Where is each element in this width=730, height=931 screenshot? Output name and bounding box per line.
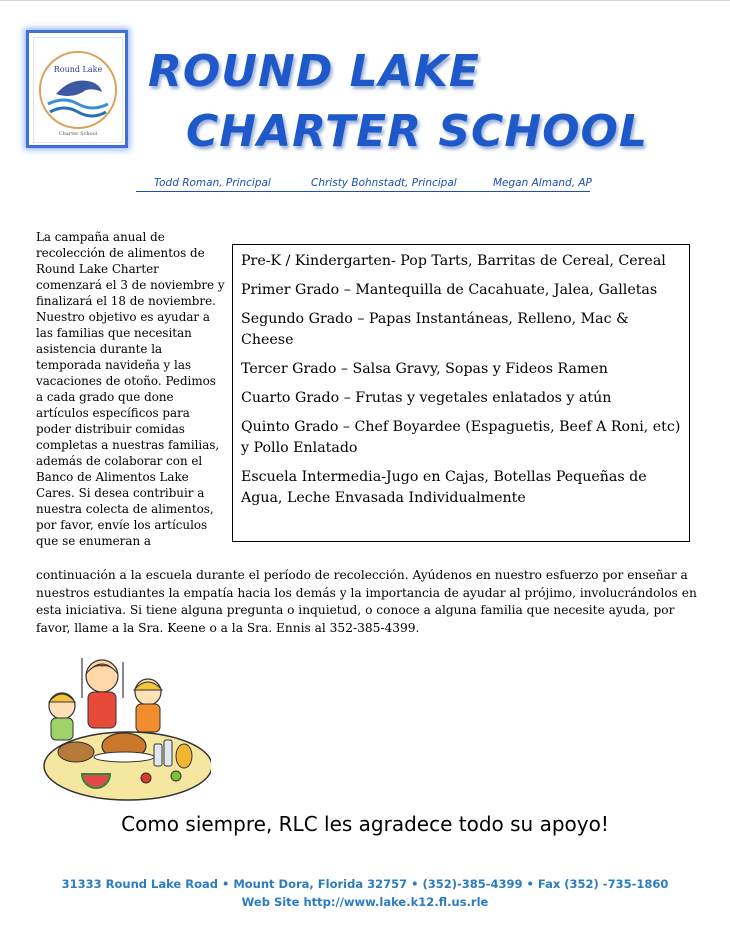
grade-item-fifth: Quinto Grado – Chef Boyardee (Espaguetis, Beef A Roni, etc) y Pollo Enlatado [241,419,681,456]
staff-principal-2: Christy Bohnstadt, Principal [311,177,457,189]
footer-website: Web Site http://www.lake.k12.fl.us.rle [241,895,489,909]
grade-item-middle-school: Escuela Intermedia-Jugo en Cajas, Botellas Pequeñas de Agua, Leche Envasada Individualmente [241,469,647,506]
logo-inner-frame [33,37,123,143]
staff-principal-1: Todd Roman, Principal [154,177,271,189]
school-logo [26,30,128,148]
thanks-message: Como siempre, RLC les agradece todo su apoyo! [121,812,609,836]
school-title-line1: ROUND LAKE [148,46,480,97]
staff-line [136,177,590,192]
top-rule [0,0,730,1]
grade-item-third: Tercer Grado – Salsa Gravy, Sopas y Fideos Ramen [241,361,608,377]
school-title-line2: CHARTER SCHOOL [186,106,648,157]
grade-item-prek: Pre-K / Kindergarten- Pop Tarts, Barritas de Cereal, Cereal [241,253,666,269]
logo-text-bottom: Charter School [58,131,98,137]
footer [0,875,730,911]
grade-item-first: Primer Grado – Mantequilla de Cacahuate, Jalea, Galletas [241,282,658,298]
grade-item-fourth: Cuarto Grado – Frutas y vegetales enlatados y atún [241,390,612,406]
grade-list-box [232,244,690,542]
grade-item-second: Segundo Grado – Papas Instantáneas, Relleno, Mac & Cheese [241,311,629,348]
dolphin-logo-icon [34,38,122,142]
thanksgiving-kids-illustration [36,648,211,803]
continuation-paragraph: continuación a la escuela durante el período de recolección. Ayúdenos en nuestro esfuerzo por enseñar a nuestros estudiantes la empatía hacia los demás y la importancia de ayudar al prójimo, involucrándolos en esta iniciativa. Si tiene alguna pregunta o inquietud, o conoce a alguna familia que necesite ayuda, por favor, llame a la Sra. Keene o a la Sra. Ennis al 352-385-4399. [36,568,697,635]
logo-text-top: Round Lake [53,65,103,74]
footer-address: 31333 Round Lake Road • Mount Dora, Florida 32757 • (352)-385-4399 • Fax (352) -735-1860 [61,877,669,891]
staff-assistant-principal: Megan Almand, AP [493,177,592,189]
intro-paragraph: La campaña anual de recolección de alimentos de Round Lake Charter comenzará el 3 de noviembre y finalizará el 18 de noviembre. Nuestro objetivo es ayudar a las familias que necesitan asistencia durante la temporada navideña y las vacaciones de otoño. Pedimos a cada grado que done artículos específicos para poder distribuir comidas completas a nuestras familias, además de colaborar con el Banco de Alimentos Lake Cares. Si desea contribuir a nuestra colecta de alimentos, por favor, envíe los artículos que se enumeran a [36,230,225,548]
